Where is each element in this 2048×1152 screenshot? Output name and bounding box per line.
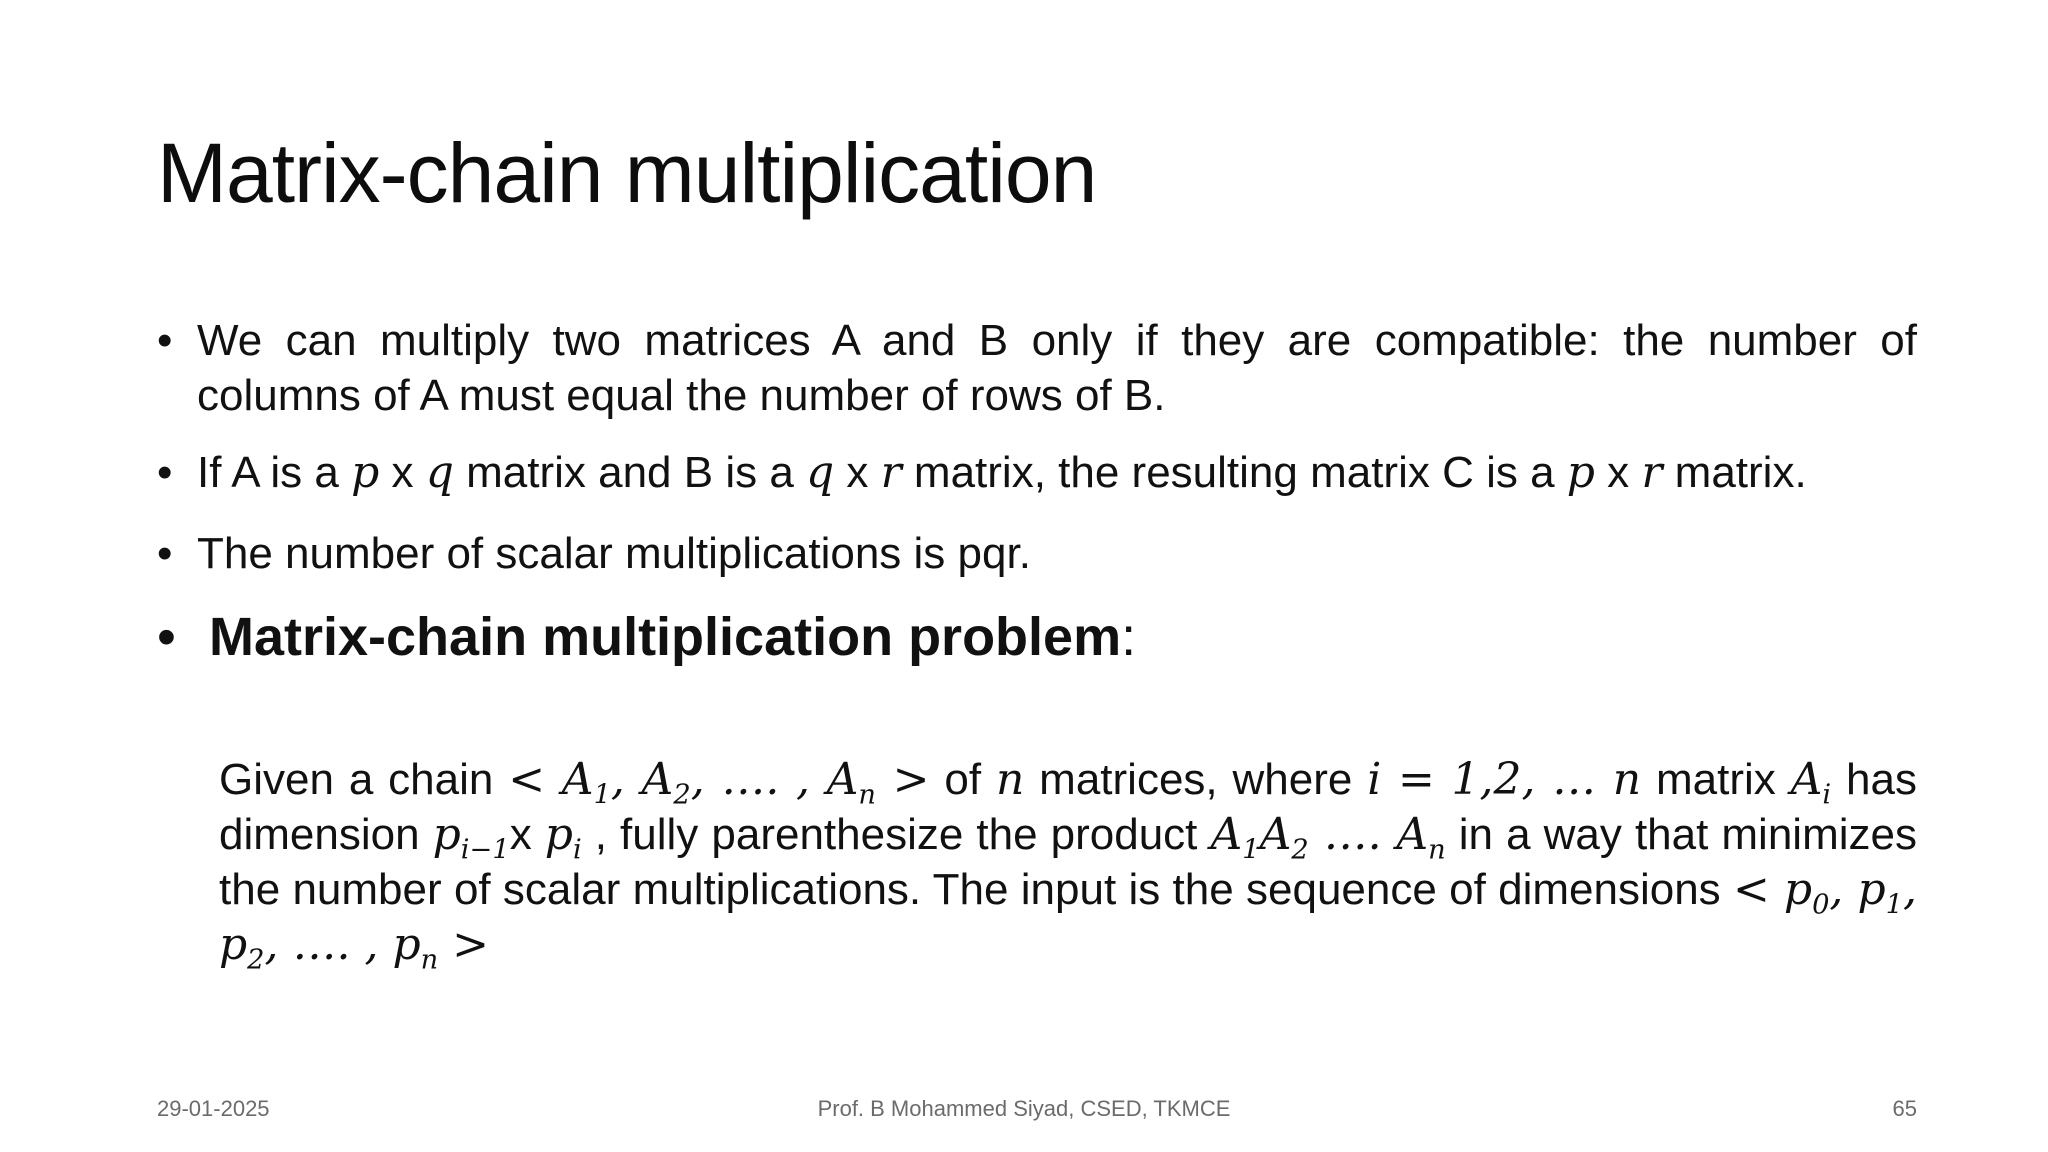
bullet-text: x xyxy=(1594,448,1642,497)
math-token: , p xyxy=(219,864,1917,970)
math-r: r xyxy=(880,447,902,498)
desc-text: x xyxy=(509,810,545,859)
math-sub: n xyxy=(1428,834,1446,866)
bullet-text: x xyxy=(379,448,426,497)
math-token: , A xyxy=(610,754,674,805)
bullet-dot-icon: • xyxy=(157,448,173,497)
bullet-list xyxy=(157,313,1917,671)
desc-text: has dimension xyxy=(219,755,1917,859)
math-token: i xyxy=(1367,754,1382,805)
math-token: A xyxy=(1259,809,1292,860)
math-sub: n xyxy=(420,944,439,976)
bullet-text: If A is a xyxy=(197,448,352,497)
footer-author: Prof. B Mohammed Siyad, CSED, TKMCE xyxy=(817,1096,1231,1121)
desc-text: Given a chain xyxy=(219,755,509,804)
footer-date: 29-01-2025 xyxy=(157,1096,270,1121)
math-token: A xyxy=(1210,809,1243,860)
math-sub: 2 xyxy=(673,779,691,811)
math-sub: i xyxy=(572,834,582,866)
bullet-dot-icon: • xyxy=(157,529,173,578)
math-dim xyxy=(544,809,582,866)
math-Ai xyxy=(1790,754,1832,811)
math-sub: i−1 xyxy=(460,834,510,866)
math-p: p xyxy=(351,447,380,498)
math-n: n xyxy=(995,754,1025,805)
math-q: q xyxy=(806,447,835,498)
math-token: A xyxy=(1790,754,1823,805)
bullet-dot-icon: • xyxy=(157,607,176,667)
bullet-text: matrix and B is a xyxy=(453,448,807,497)
bullet-dimensions xyxy=(157,445,1917,500)
math-q: q xyxy=(425,447,454,498)
math-token: , p xyxy=(1829,864,1886,915)
math-index xyxy=(1367,754,1641,805)
math-sub: 1 xyxy=(593,779,611,811)
bullet-scalar-count xyxy=(157,526,1917,581)
math-token: , …. , p xyxy=(264,919,421,970)
desc-text: , fully parenthesize the product xyxy=(581,810,1211,859)
math-sub: i xyxy=(1822,779,1832,811)
desc-text: matrix xyxy=(1641,755,1791,804)
problem-description xyxy=(219,752,1917,976)
math-p: p xyxy=(1566,447,1595,498)
bullet-dot-icon: • xyxy=(157,316,173,365)
problem-heading-colon: : xyxy=(1121,607,1137,667)
bullet-problem-heading xyxy=(157,603,1917,671)
footer-page-number: 65 xyxy=(1892,1096,1917,1121)
math-sub: 2 xyxy=(247,944,265,976)
desc-text: of xyxy=(929,755,996,804)
math-token: > xyxy=(875,754,930,805)
math-dim xyxy=(432,809,510,866)
problem-heading: Matrix-chain multiplication problem xyxy=(209,607,1122,667)
bullet-compatibility xyxy=(157,313,1917,423)
math-token: p xyxy=(432,809,461,860)
desc-text: in a way that minimizes the number of scalar multiplications. The input is the sequence of dimensions xyxy=(219,810,1917,914)
math-sub: 1 xyxy=(1242,834,1260,866)
math-sub: 1 xyxy=(1885,889,1903,921)
math-token: = 1,2, … n xyxy=(1381,754,1642,805)
desc-text: matrices, where xyxy=(1024,755,1368,804)
bullet-text: The number of scalar multiplications is pqr. xyxy=(197,529,1031,578)
math-r: r xyxy=(1641,447,1663,498)
bullet-text: matrix, the resulting matrix C is a xyxy=(901,448,1567,497)
math-sub: 2 xyxy=(1291,834,1309,866)
math-chain xyxy=(508,754,930,811)
math-token: , …. , A xyxy=(690,754,859,805)
math-product xyxy=(1210,809,1446,866)
math-token: …. A xyxy=(1308,809,1429,860)
math-sub: 0 xyxy=(1812,889,1830,921)
bullet-text: We can multiply two matrices A and B only if they are compatible: the number of columns of A must equal the number of rows of B. xyxy=(197,316,1917,420)
math-token: < A xyxy=(508,754,594,805)
math-token: p xyxy=(544,809,573,860)
math-token: > xyxy=(438,919,490,970)
bullet-text: matrix. xyxy=(1662,448,1807,497)
math-sub: n xyxy=(858,779,876,811)
slide-title: Matrix-chain multiplication xyxy=(157,126,1097,220)
bullet-text: x xyxy=(834,448,881,497)
math-token: < p xyxy=(1732,864,1813,915)
